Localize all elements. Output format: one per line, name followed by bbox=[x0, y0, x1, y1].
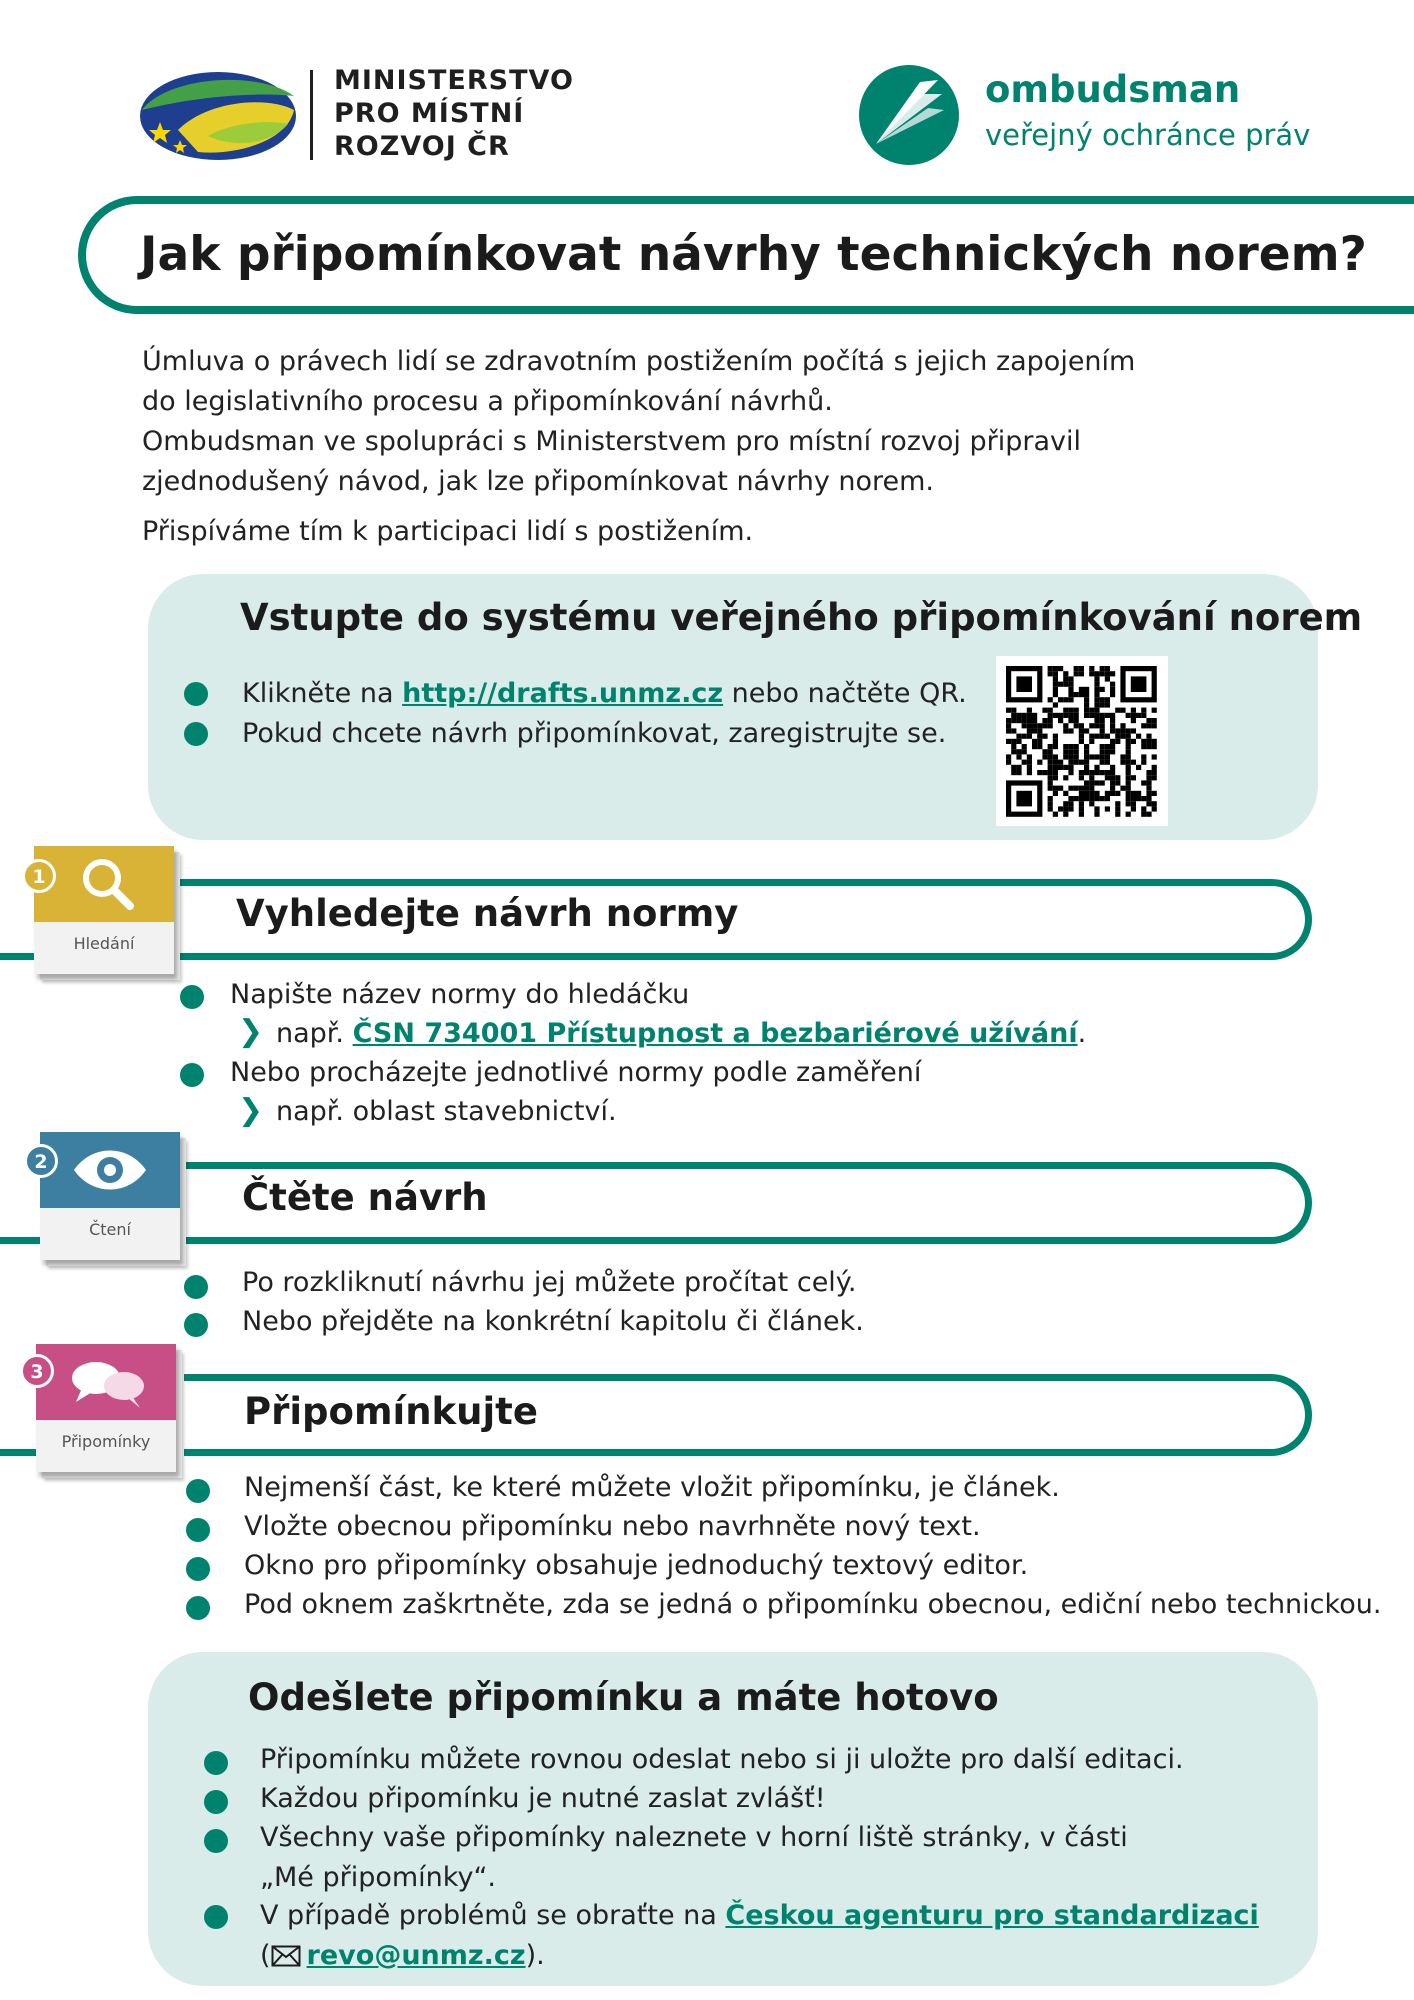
ministry-line: PRO MÍSTNÍ bbox=[334, 98, 525, 129]
step2-bullet-1: Po rozkliknutí návrhu jej můžete pročítat celý. bbox=[242, 1267, 857, 1298]
step3-line bbox=[184, 1374, 1080, 1381]
step3-bullet-4: Pod oknem zaškrtněte, zda se jedná o připomínku obecnou, ediční nebo technickou. bbox=[244, 1589, 1382, 1620]
enter-bullet-2: Pokud chcete návrh připomínkovat, zaregistrujte se. bbox=[242, 718, 947, 749]
step3-card bbox=[36, 1344, 176, 1472]
step2-line bbox=[184, 1162, 1080, 1169]
step1-card-label: Hledání bbox=[73, 934, 135, 953]
qr-code-icon bbox=[996, 656, 1168, 826]
send-title: Odešlete připomínku a máte hotovo bbox=[248, 1676, 999, 1719]
mmr-logo bbox=[138, 70, 298, 162]
step2-bullet-2: Nebo přejděte na konkrétní kapitolu či článek. bbox=[242, 1306, 864, 1337]
send-bullet-4 bbox=[260, 1896, 1259, 1976]
step1-bullet-2: Nebo procházejte jednotlivé normy podle zaměření bbox=[230, 1057, 922, 1088]
step2-frame bbox=[1080, 1162, 1312, 1244]
step2-number-badge: 2 bbox=[24, 1144, 58, 1178]
chevron-right-icon: ❯ bbox=[238, 1093, 264, 1128]
enter-title: Vstupte do systému veřejného připomínkování norem bbox=[240, 596, 1363, 639]
agency-link[interactable]: Českou agenturu pro standardizaci bbox=[725, 1900, 1259, 1931]
bullet-icon bbox=[184, 722, 208, 746]
intro-line: Ombudsman ve spolupráci s Ministerstvem pro místní rozvoj připravil bbox=[142, 426, 1082, 457]
step2-card-label: Čtení bbox=[89, 1220, 131, 1239]
step3-bottom-line bbox=[184, 1449, 1080, 1456]
ministry-line: ROZVOJ ČR bbox=[334, 131, 510, 162]
step1-frame bbox=[1080, 879, 1312, 960]
bullet-icon bbox=[186, 1518, 210, 1542]
bullet-icon bbox=[204, 1790, 228, 1814]
step3-title: Připomínkujte bbox=[244, 1390, 538, 1433]
card-header bbox=[36, 1344, 176, 1420]
ombudsman-name: ombudsman bbox=[985, 68, 1241, 111]
drafts-link[interactable]: http://drafts.unmz.cz bbox=[402, 678, 724, 709]
bullet-icon bbox=[184, 1313, 208, 1337]
chevron-right-icon: ❯ bbox=[238, 1014, 264, 1049]
bullet-text: Všechny vaše připomínky naleznete v horní liště stránky, v části bbox=[260, 1822, 1128, 1853]
sub-text: . bbox=[1077, 1018, 1087, 1049]
step1-bottom-line bbox=[180, 953, 1080, 960]
bullet-text: „Mé připomínky“. bbox=[260, 1862, 497, 1893]
speech-bubbles-icon bbox=[36, 1344, 176, 1420]
step3-bullet-3: Okno pro připomínky obsahuje jednoduchý textový editor. bbox=[244, 1550, 1029, 1581]
intro-line: do legislativního procesu a připomínkování návrhů. bbox=[142, 386, 833, 417]
send-bullet-3 bbox=[260, 1818, 1128, 1898]
step3-bullet-2: Vložte obecnou připomínku nebo navrhněte nový text. bbox=[244, 1511, 981, 1542]
step2-card bbox=[40, 1132, 180, 1260]
step1-bullet-1: Napište název normy do hledáčku bbox=[230, 979, 690, 1010]
bullet-icon bbox=[186, 1557, 210, 1581]
step3-number-badge: 3 bbox=[20, 1354, 54, 1388]
step1-card bbox=[34, 846, 174, 974]
bullet-text: Klikněte na bbox=[242, 678, 403, 709]
intro-line: zjednodušený návod, jak lze připomínkovat návrhy norem. bbox=[142, 466, 935, 497]
ombudsman-subtitle: veřejný ochránce práv bbox=[985, 118, 1311, 152]
logo-divider bbox=[310, 70, 313, 160]
step2-bottom-line bbox=[184, 1237, 1080, 1244]
intro-line: Úmluva o právech lidí se zdravotním postižením počítá s jejich zapojením bbox=[142, 346, 1136, 377]
bullet-icon bbox=[204, 1829, 228, 1853]
intro-closing: Přispíváme tím k participaci lidí s postižením. bbox=[142, 516, 754, 547]
step2-title: Čtěte návrh bbox=[242, 1176, 488, 1219]
qr-code[interactable] bbox=[996, 656, 1168, 826]
magnifier-icon bbox=[34, 846, 174, 922]
bullet-icon bbox=[184, 682, 208, 706]
step3-bullet-1: Nejmenší část, ke které můžete vložit připomínku, je článek. bbox=[244, 1472, 1060, 1503]
bullet-text: V případě problémů se obraťte na bbox=[260, 1900, 726, 1931]
step1-title: Vyhledejte návrh normy bbox=[236, 892, 739, 935]
bullet-icon bbox=[180, 1063, 204, 1087]
eye-icon bbox=[40, 1132, 180, 1208]
intro-text bbox=[142, 342, 1135, 502]
bullet-icon bbox=[180, 985, 204, 1009]
card-header bbox=[40, 1132, 180, 1208]
enter-bullet-1 bbox=[242, 674, 967, 714]
card-header bbox=[34, 846, 174, 922]
step3-frame bbox=[1080, 1374, 1312, 1456]
ministry-name bbox=[334, 64, 574, 163]
ombudsman-logo bbox=[858, 64, 960, 166]
bullet-icon bbox=[186, 1479, 210, 1503]
bullet-icon bbox=[204, 1905, 228, 1929]
step1-sub-1 bbox=[276, 1014, 1086, 1054]
bullet-text: ( bbox=[260, 1940, 271, 1971]
sub-text: např. bbox=[276, 1018, 353, 1049]
email-link[interactable]: revo@unmz.cz bbox=[306, 1940, 526, 1971]
page-title: Jak připomínkovat návrhy technických norem? bbox=[140, 227, 1367, 282]
bullet-text: ). bbox=[525, 1940, 545, 1971]
step1-line bbox=[180, 879, 1080, 886]
ministry-line: MINISTERSTVO bbox=[334, 65, 574, 96]
step1-number-badge: 1 bbox=[22, 859, 56, 893]
bullet-text: nebo načtěte QR. bbox=[723, 678, 967, 709]
step3-card-label: Připomínky bbox=[61, 1432, 151, 1451]
bullet-icon bbox=[204, 1751, 228, 1775]
step1-sub-2: např. oblast stavebnictví. bbox=[276, 1096, 617, 1127]
envelope-icon bbox=[271, 1945, 301, 1967]
send-bullet-1: Připomínku můžete rovnou odeslat nebo si ji uložte pro další editaci. bbox=[260, 1744, 1184, 1775]
bullet-icon bbox=[186, 1596, 210, 1620]
csn-link[interactable]: ČSN 734001 Přístupnost a bezbariérové užívání bbox=[352, 1018, 1078, 1049]
bullet-icon bbox=[184, 1275, 208, 1299]
send-bullet-2: Každou připomínku je nutné zaslat zvlášť! bbox=[260, 1783, 826, 1814]
